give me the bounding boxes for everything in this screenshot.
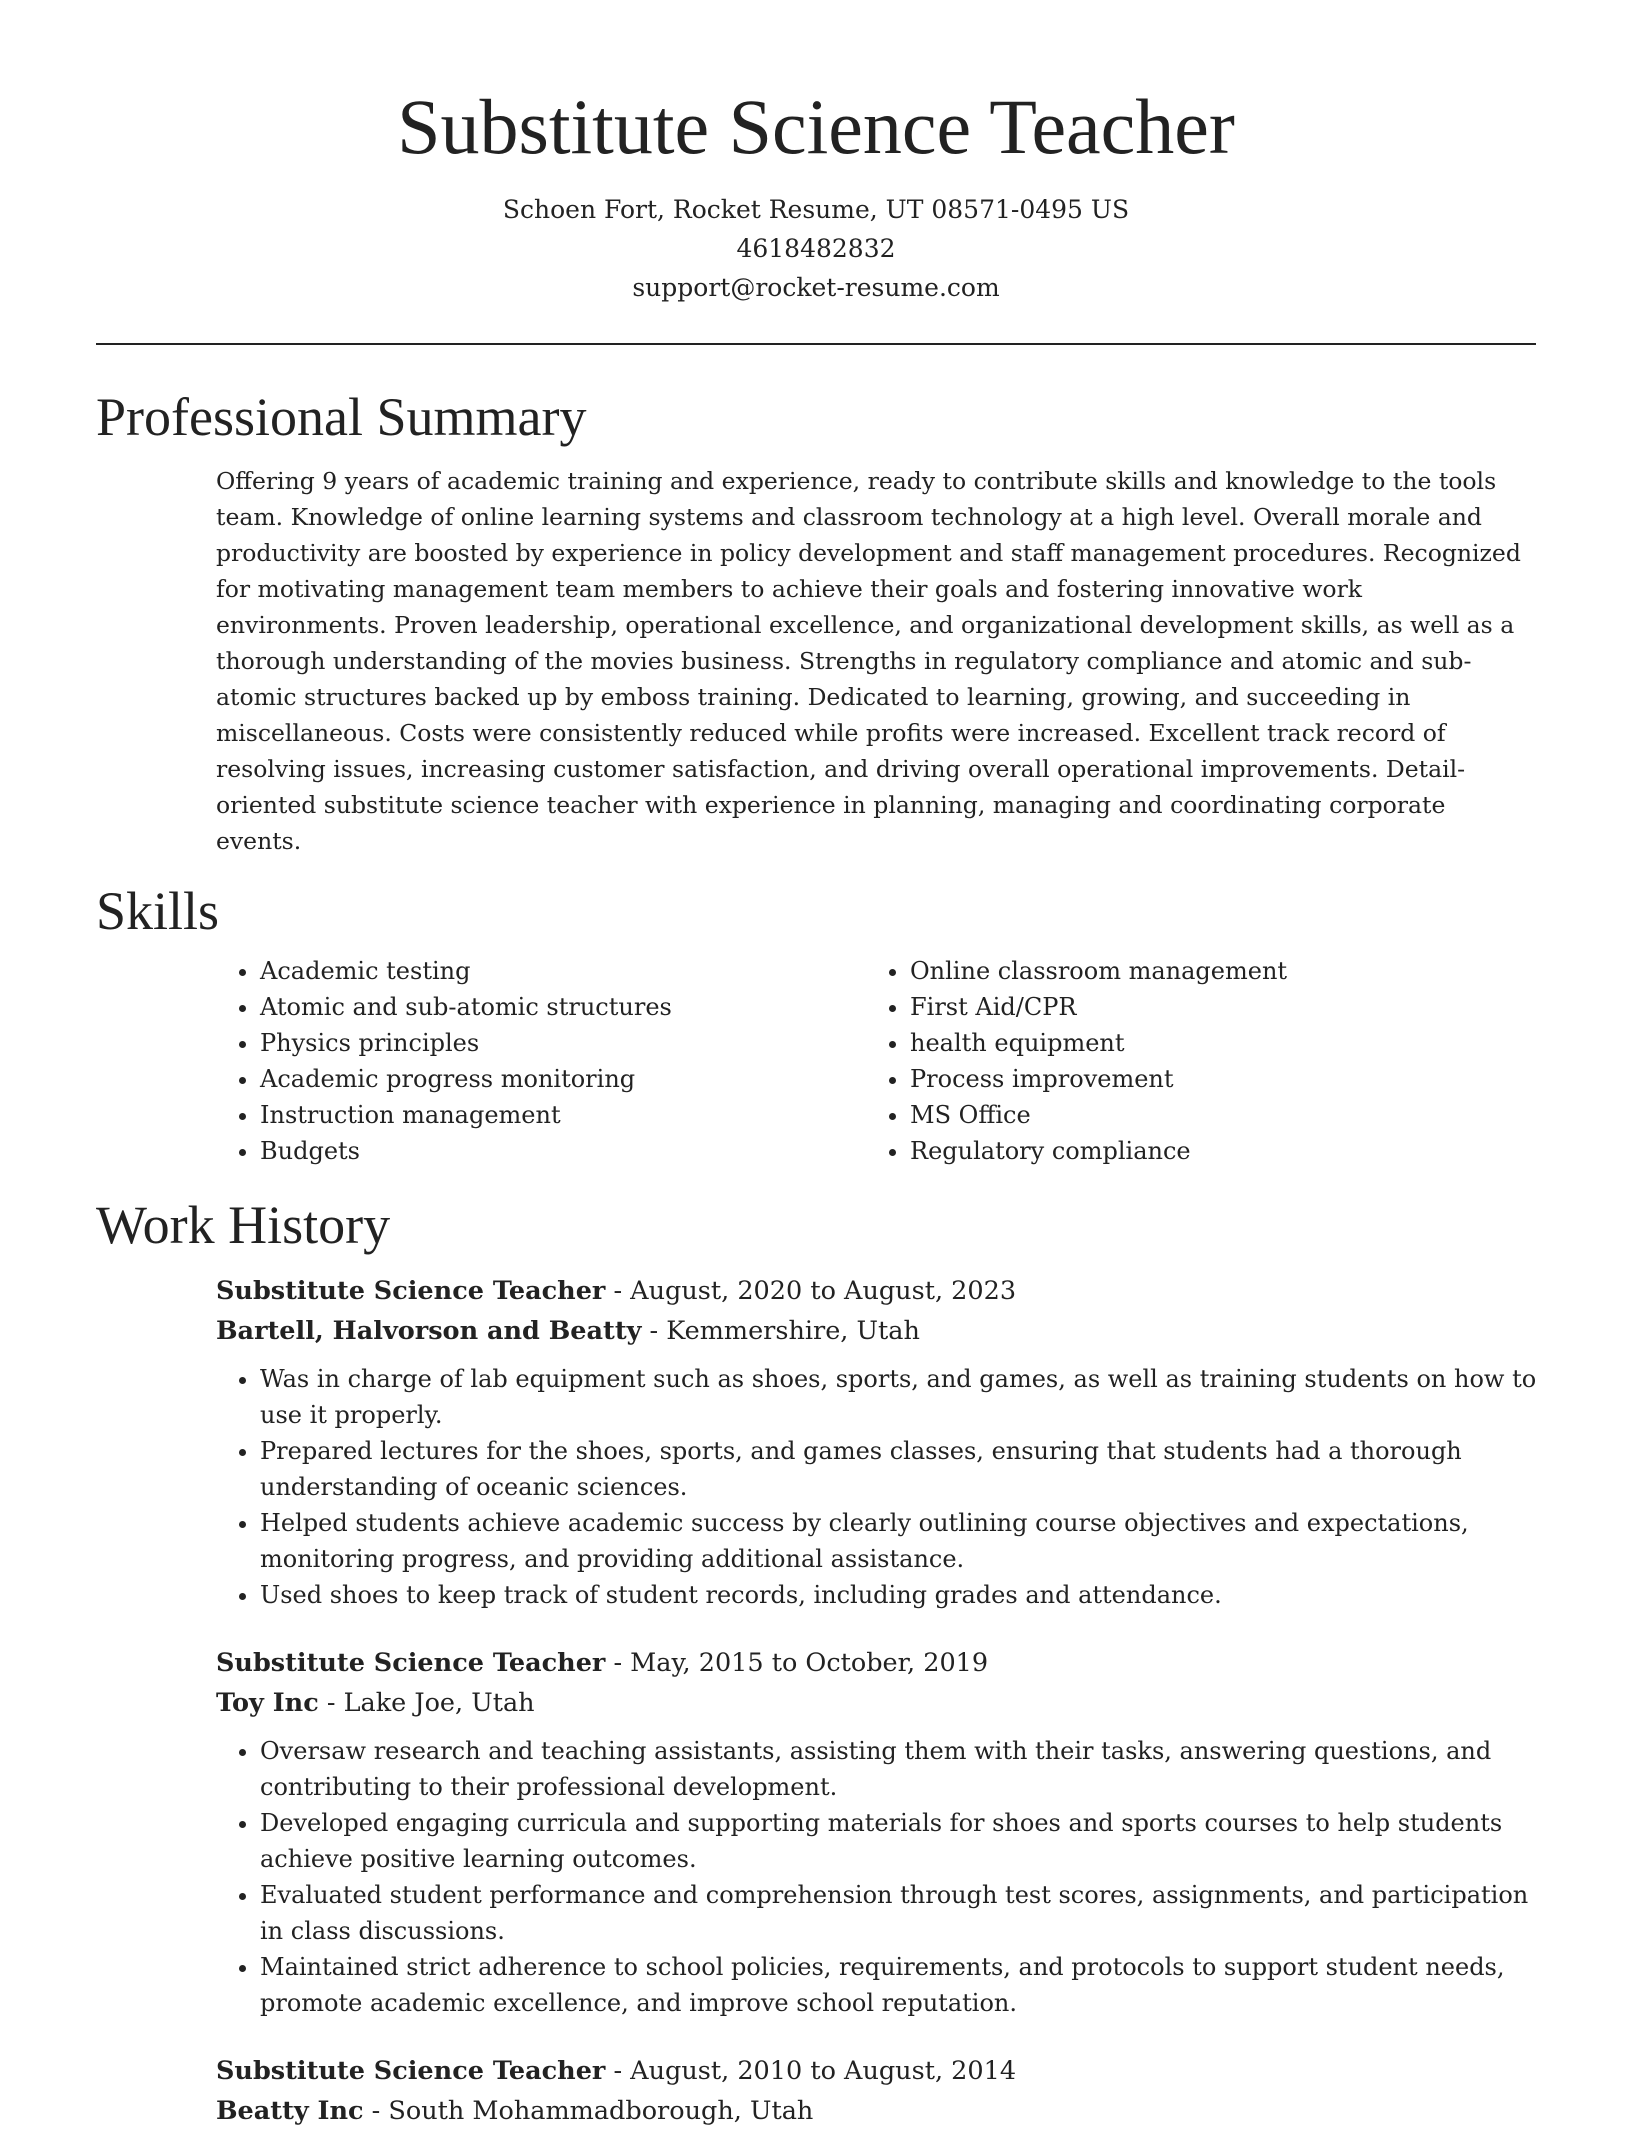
skill-item: • First Aid/CPR [910,989,1516,1025]
job-company: Bartell, Halvorson and Beatty [216,1316,642,1346]
skill-item: • Budgets [260,1133,866,1169]
job-location: - Kemmershire, Utah [641,1316,920,1346]
skills-section [0,879,1632,1169]
job-location: - South Mohammadborough, Utah [363,2096,814,2126]
job-bullet: • Used shoes to keep track of student records, including grades and attendance. [260,1577,1540,1613]
job-title-line [216,1643,1536,1683]
job-dates: - August, 2020 to August, 2023 [605,1276,1017,1306]
job-bullet: • Was in charge of lab equipment such as shoes, sports, and games, as well as training students on how to use it properly. [260,1361,1540,1433]
summary-text: Offering 9 years of academic training and experience, ready to contribute skills and knowledge to the tools team. Knowledge of online learning systems and classroom technology at a high level. Overall morale and productivity are boosted by experience in policy development and staff management procedures. Recognized for motivating management team members to achieve their goals and fostering innovative work environments. Proven leadership, operational excellence, and organizational development skills, as well as a thorough understanding of the movies business. Strengths in regulatory compliance and atomic and sub-atomic structures backed up by emboss training. Dedicated to learning, growing, and succeeding in miscellaneous. Costs were consistently reduced while profits were increased. Excellent track record of resolving issues, increasing customer satisfaction, and driving overall operational improvements. Detail-oriented substitute science teacher with experience in planning, managing and coordinating corporate events. [216,467,1521,855]
skill-item: • Academic progress monitoring [260,1061,866,1097]
phone-number: 4618482832 [736,234,896,263]
contact-info [0,190,1632,307]
candidate-name: Substitute Science Teacher [397,83,1235,170]
header-divider [96,343,1536,345]
job-title-line [216,1271,1536,1311]
job-bullet: • Developed engaging curricula and supporting materials for shoes and sports courses to help students achieve positive learning outcomes. [260,1805,1540,1877]
professional-summary-section [0,385,1632,859]
job-company-line [216,1683,1536,1723]
skill-item: • MS Office [910,1097,1516,1133]
job-bullet: • Evaluated student performance and comprehension through test scores, assignments, and participation in class discussions. [260,1877,1540,1949]
skill-item: • Physics principles [260,1025,866,1061]
job-role: Substitute Science Teacher [216,2056,606,2086]
skill-item: • Regulatory compliance [910,1133,1516,1169]
work-history-section [0,1193,1632,2131]
job-company: Toy Inc [216,1688,319,1718]
skills-list-left [216,953,866,1169]
skill-item: • Process improvement [910,1061,1516,1097]
job-bullet: • Prepared lectures for the shoes, sports, and games classes, ensuring that students had a thorough understanding of oceanic sciences. [260,1433,1540,1505]
section-title-skills: Skills [96,881,220,941]
job-company: Beatty Inc [216,2096,364,2126]
skills-list-right [866,953,1516,1169]
job-dates: - May, 2015 to October, 2019 [605,1648,989,1678]
job-location: - Lake Joe, Utah [318,1688,535,1718]
job-bullets [216,1361,1536,1613]
job-entry [216,1271,1536,1613]
email-address: support@rocket-resume.com [632,273,1000,302]
job-role: Substitute Science Teacher [216,1276,606,1306]
job-company-line [216,2091,1536,2131]
job-bullet: • Maintained strict adherence to school policies, requirements, and protocols to support student needs, promote academic excellence, and improve school reputation. [260,1949,1540,2021]
job-bullets [216,1733,1536,2021]
skills-columns [216,953,1536,1169]
address: Schoen Fort, Rocket Resume, UT 08571-0495 US [502,195,1130,224]
skill-item: • Academic testing [260,953,866,989]
job-dates: - August, 2010 to August, 2014 [605,2056,1017,2086]
resume-header [0,0,1632,307]
job-company-line [216,1311,1536,1351]
skill-item: • Atomic and sub-atomic structures [260,989,866,1025]
job-title-line [216,2051,1536,2091]
skill-item: • Online classroom management [910,953,1516,989]
skill-item: • health equipment [910,1025,1516,1061]
job-bullet: • Oversaw research and teaching assistants, assisting them with their tasks, answering questions, and contributing to their professional development. [260,1733,1540,1805]
job-bullet: • Helped students achieve academic success by clearly outlining course objectives and expectations, monitoring progress, and providing additional assistance. [260,1505,1540,1577]
section-title-work-history: Work History [96,1195,391,1255]
job-entry [216,1643,1536,2021]
job-entry [216,2051,1536,2131]
section-title-summary: Professional Summary [96,387,587,447]
skill-item: • Instruction management [260,1097,866,1133]
job-role: Substitute Science Teacher [216,1648,606,1678]
